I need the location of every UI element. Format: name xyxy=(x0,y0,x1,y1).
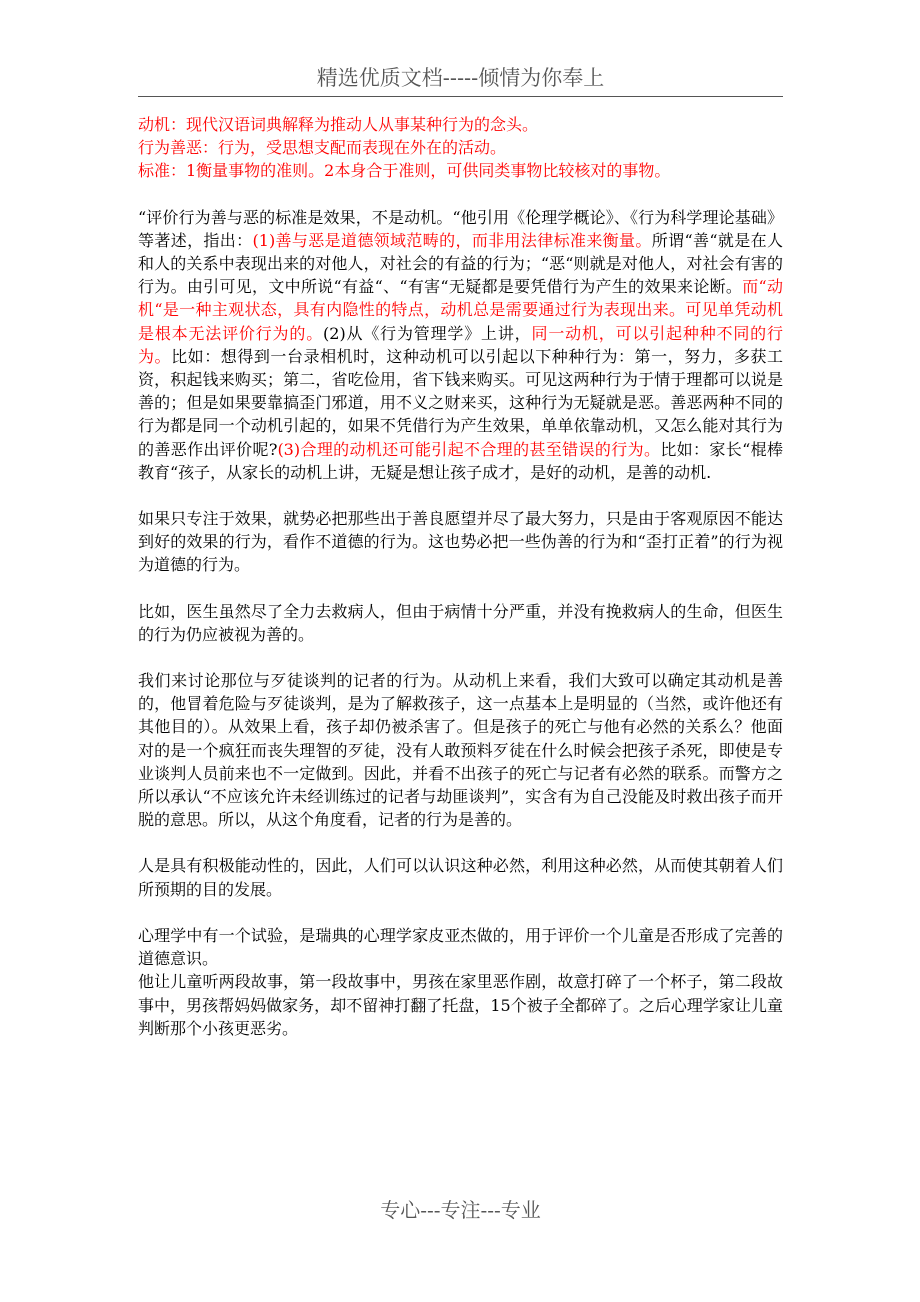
text-span: 比如：家长“棍棒教育“孩子，从家长的动机上讲，无疑是想让孩子成才，是好的动机，是善的动机. xyxy=(138,439,783,482)
page-header xyxy=(138,62,783,97)
definition-behavior: 行为善恶：行为，受思想支配而表现在外在的活动。 xyxy=(138,138,507,158)
footer-text: 专心---专注---专业 xyxy=(380,1198,541,1222)
paragraph-reporter: 我们来讨论那位与歹徒谈判的记者的行为。从动机上来看，我们大致可以确定其动机是善的，他冒着危险与歹徒谈判，是为了解救孩子，这一点基本上是明显的（当然，或许他还有其他目的）。从效果上看，孩子却仍被杀害了。但是孩子的死亡与他有必然的关系么？他面对的是一个疯狂而丧失理智的歹徒，没有人敢预料歹徒在什么时候会把孩子杀死，即使是专业谈判人员前来也不一定做到。因此，并看不出孩子的死亡与记者有必然的联系。而警方之所以承认“不应该允许未经训练过的记者与劫匪谈判”，实含有为自己没能及时救出孩子而开脱的意思。所以，从这个角度看，记者的行为是善的。 xyxy=(138,671,783,830)
highlight-span: 而“动机“是一种主观状态，具有内隐性的特点，动机总是需要通过行为表现出来。可见单凭动机是根本无法评价行为的。 xyxy=(138,277,783,343)
header-title: 精选优质文档-----倾情为你奉上 xyxy=(316,66,605,90)
document-body xyxy=(138,113,783,1040)
paragraph-doctor: 比如，医生虽然尽了全力去救病人，但由于病情十分严重，并没有挽救病人的生命，但医生的行为仍应被视为善的。 xyxy=(138,601,783,644)
text-span: 比如：想得到一台录相机时，这种动机可以引起以下种种行为：第一，努力，多获工资，积起钱来购买；第二，省吃俭用，省下钱来购买。可见这两种行为于情于理都可以说是善的；但是如果要靠搞歪门邪道，用不义之财来买，这种行为无疑就是恶。善恶两种不同的行为都是同一个动机引起的，如果不凭借行为产生效果，单单依靠动机，又怎么能对其行为的善恶作出评价呢? xyxy=(138,346,783,459)
text-span: 所谓“善“就是在人和人的关系中表现出来的对他人，对社会的有益的行为；“恶“则就是对他人，对社会有害的行为。由引可见，文中所说“有益“、“有害“无疑都是要凭借行为产生的效果来论断。 xyxy=(138,230,783,297)
highlight-span: (3)合理的动机还可能引起不合理的甚至错误的行为。 xyxy=(277,439,661,459)
paragraph-story: 他让儿童听两段故事，第一段故事中，男孩在家里恶作剧，故意打碎了一个杯子，第二段故事中，男孩帮妈妈做家务，却不留神打翻了托盘，15个被子全都碎了。之后心理学家让儿童判断那个小孩更恶劣。 xyxy=(138,972,783,1038)
paragraph-argument xyxy=(138,206,783,484)
paragraph-experiment: 心理学中有一个试验，是瑞典的心理学家皮亚杰做的，用于评价一个儿童是否形成了完善的道德意识。 xyxy=(138,925,783,969)
highlight-span: (1)善与恶是道德领域范畴的，而非用法律标准来衡量。 xyxy=(252,230,652,250)
paragraph-initiative: 人是具有积极能动性的，因此，人们可以认识这种必然，利用这种必然，从而使其朝着人们所预期的目的发展。 xyxy=(138,856,783,899)
highlight-span: 同一动机，可以引起种种不同的行为。 xyxy=(138,323,783,366)
paragraph-effect: 如果只专注于效果，就势必把那些出于善良愿望并尽了最大努力，只是由于客观原因不能达到好的效果的行为，看作不道德的行为。这也势必把一些伪善的行为和“歪打正着”的行为视为道德的行为。 xyxy=(138,509,783,575)
page-footer xyxy=(138,1195,783,1225)
definition-motive: 动机：现代汉语词典解释为推动人从事某种行为的念头。 xyxy=(138,115,539,134)
definition-standard: 标准：1衡量事物的准则。2本身合于准则，可供同类事物比较核对的事物。 xyxy=(138,161,671,181)
text-span: “评价行为善与恶的标准是效果，不是动机。“他引用《伦理学概论》、《行为科学理论基础》等著述，指出： xyxy=(138,207,783,250)
text-span: (2)从《行为管理学》上讲， xyxy=(323,323,532,343)
